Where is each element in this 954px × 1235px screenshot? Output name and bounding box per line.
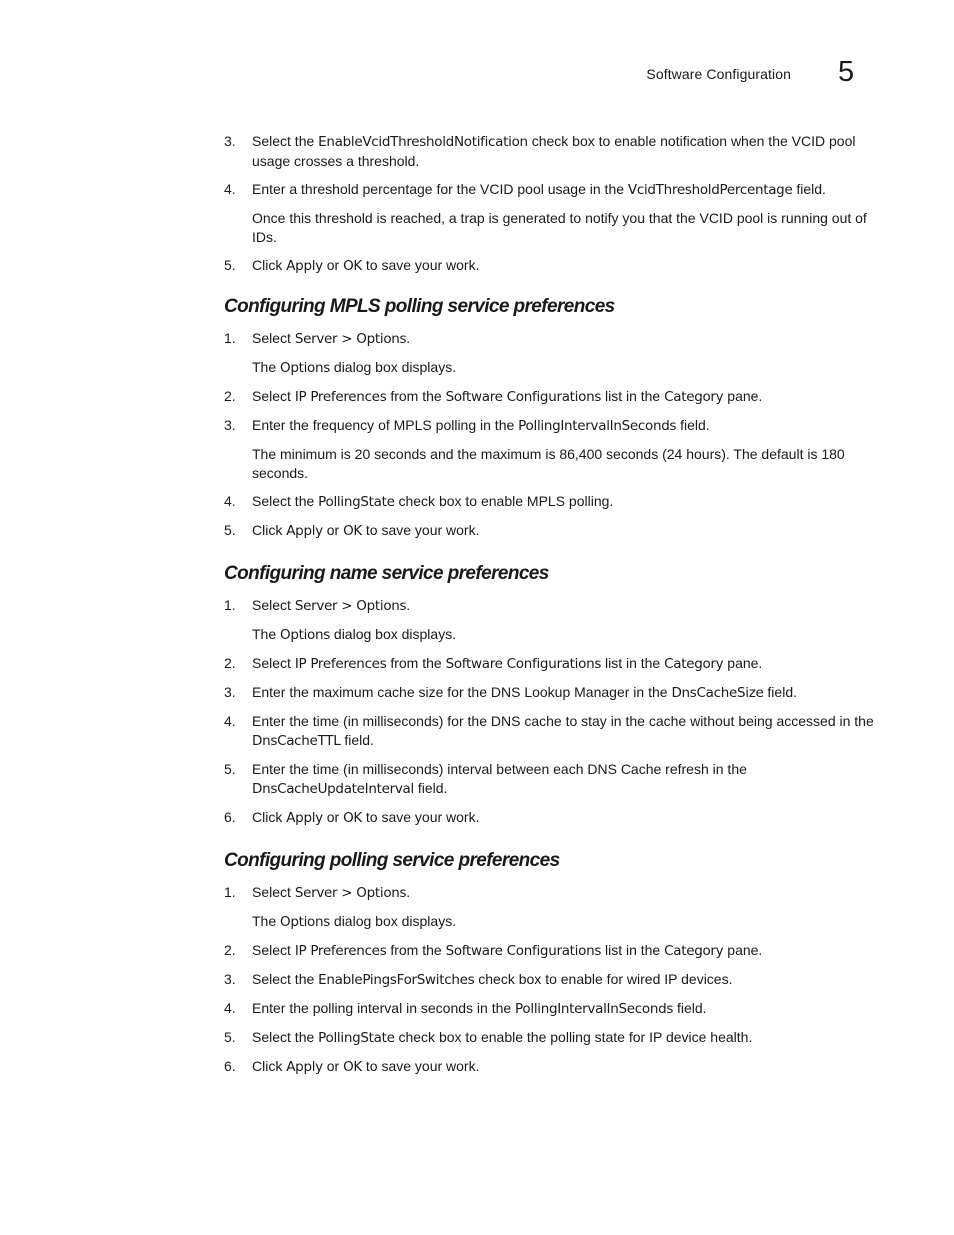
ui-term: PollingIntervalInSeconds xyxy=(518,418,677,434)
chapter-number: 5 xyxy=(838,56,855,88)
step-item: 3. Select the EnablePingsForSwitches check box to enable for wired IP devices. xyxy=(224,971,733,988)
section-polling-service xyxy=(224,850,874,1077)
ui-term: Apply xyxy=(286,1059,323,1075)
ui-term: Software Configurations xyxy=(445,656,602,672)
ui-term: Server > Options xyxy=(294,885,407,901)
step-item: 3. Enter the frequency of MPLS polling in the PollingIntervalInSeconds field. xyxy=(224,417,710,434)
ui-term: Server > Options xyxy=(294,331,407,347)
step-note: The Options dialog box displays. xyxy=(252,359,457,376)
ui-term: DnsCacheUpdateInterval xyxy=(252,781,414,797)
ui-term: PollingState xyxy=(318,1030,395,1046)
step-item: 4. Enter the polling interval in seconds in the PollingIntervalInSeconds field. xyxy=(224,1000,707,1017)
section-heading: Configuring polling service preferences xyxy=(224,850,560,871)
page-header xyxy=(0,56,954,92)
step-item: 2. Select IP Preferences from the Software Configurations list in the Category pane. xyxy=(224,942,763,959)
section-name-service xyxy=(224,563,874,828)
ui-term: IP Preferences xyxy=(294,389,387,405)
step-item: 5. Enter the time (in milliseconds) interval between each DNS Cache refresh in the DnsCacheUpdateInterval field. xyxy=(224,761,747,797)
step-item: 4. Select the PollingState check box to enable MPLS polling. xyxy=(224,493,614,510)
step-item: 5. Select the PollingState check box to enable the polling state for IP device health. xyxy=(224,1029,753,1046)
ui-term: VcidThresholdPercentage xyxy=(627,182,793,198)
ui-term: Apply xyxy=(286,523,323,539)
section-heading: Configuring name service preferences xyxy=(224,563,549,584)
ui-term: Apply xyxy=(286,258,323,274)
ui-term: Options xyxy=(280,360,331,376)
document-body xyxy=(224,132,874,1086)
section-mpls-polling xyxy=(224,296,874,541)
step-item: 1. Select Server > Options. xyxy=(224,330,411,347)
section-heading: Configuring MPLS polling service preferences xyxy=(224,296,615,317)
step-item: 3. Select the EnableVcidThresholdNotification check box to enable notification when the VCID pool usage crosses a threshold. xyxy=(224,133,856,169)
step-item: 6. Click Apply or OK to save your work. xyxy=(224,1058,480,1075)
step-item: 4. Enter the time (in milliseconds) for the DNS cache to stay in the cache without being accessed in the DnsCacheTTL field. xyxy=(224,713,874,749)
step-note: The Options dialog box displays. xyxy=(252,626,457,643)
ui-term: IP Preferences xyxy=(294,656,387,672)
ui-term: DnsCacheTTL xyxy=(252,733,341,749)
ui-term: PollingState xyxy=(318,494,395,510)
ui-term: Options xyxy=(280,627,331,643)
step-item: 5. Click Apply or OK to save your work. xyxy=(224,257,480,274)
ui-term: Category xyxy=(664,656,724,672)
step-note: The minimum is 20 seconds and the maximum is 86,400 seconds (24 hours). The default is 180 seconds. xyxy=(252,446,845,481)
step-item: 1. Select Server > Options. xyxy=(224,597,411,614)
step-item: 1. Select Server > Options. xyxy=(224,884,411,901)
step-item: 3. Enter the maximum cache size for the DNS Lookup Manager in the DnsCacheSize field. xyxy=(224,684,797,701)
ui-term: DnsCacheSize xyxy=(671,685,764,701)
step-note: The Options dialog box displays. xyxy=(252,913,457,930)
ui-term: Software Configurations xyxy=(445,389,602,405)
running-header-title: Software Configuration xyxy=(646,66,791,82)
ui-term: Server > Options xyxy=(294,598,407,614)
ui-term: Software Configurations xyxy=(445,943,602,959)
ui-term: Apply xyxy=(286,810,323,826)
step-item: 4. Enter a threshold percentage for the VCID pool usage in the VcidThresholdPercentage field. xyxy=(224,181,826,198)
step-item: 6. Click Apply or OK to save your work. xyxy=(224,809,480,826)
step-item: 2. Select IP Preferences from the Software Configurations list in the Category pane. xyxy=(224,388,763,405)
intro-step-list xyxy=(224,132,874,276)
ui-term: EnableVcidThresholdNotification xyxy=(318,134,528,150)
ui-term: OK xyxy=(343,810,362,826)
step-item: 5. Click Apply or OK to save your work. xyxy=(224,522,480,539)
ui-term: OK xyxy=(343,1059,362,1075)
step-note: Once this threshold is reached, a trap is generated to notify you that the VCID pool is running out of IDs. xyxy=(252,210,867,245)
step-item: 2. Select IP Preferences from the Software Configurations list in the Category pane. xyxy=(224,655,763,672)
ui-term: PollingIntervalInSeconds xyxy=(515,1001,674,1017)
ui-term: Category xyxy=(664,943,724,959)
ui-term: Options xyxy=(280,914,331,930)
ui-term: IP Preferences xyxy=(294,943,387,959)
ui-term: Category xyxy=(664,389,724,405)
ui-term: EnablePingsForSwitches xyxy=(318,972,475,988)
ui-term: OK xyxy=(343,523,362,539)
ui-term: OK xyxy=(343,258,362,274)
